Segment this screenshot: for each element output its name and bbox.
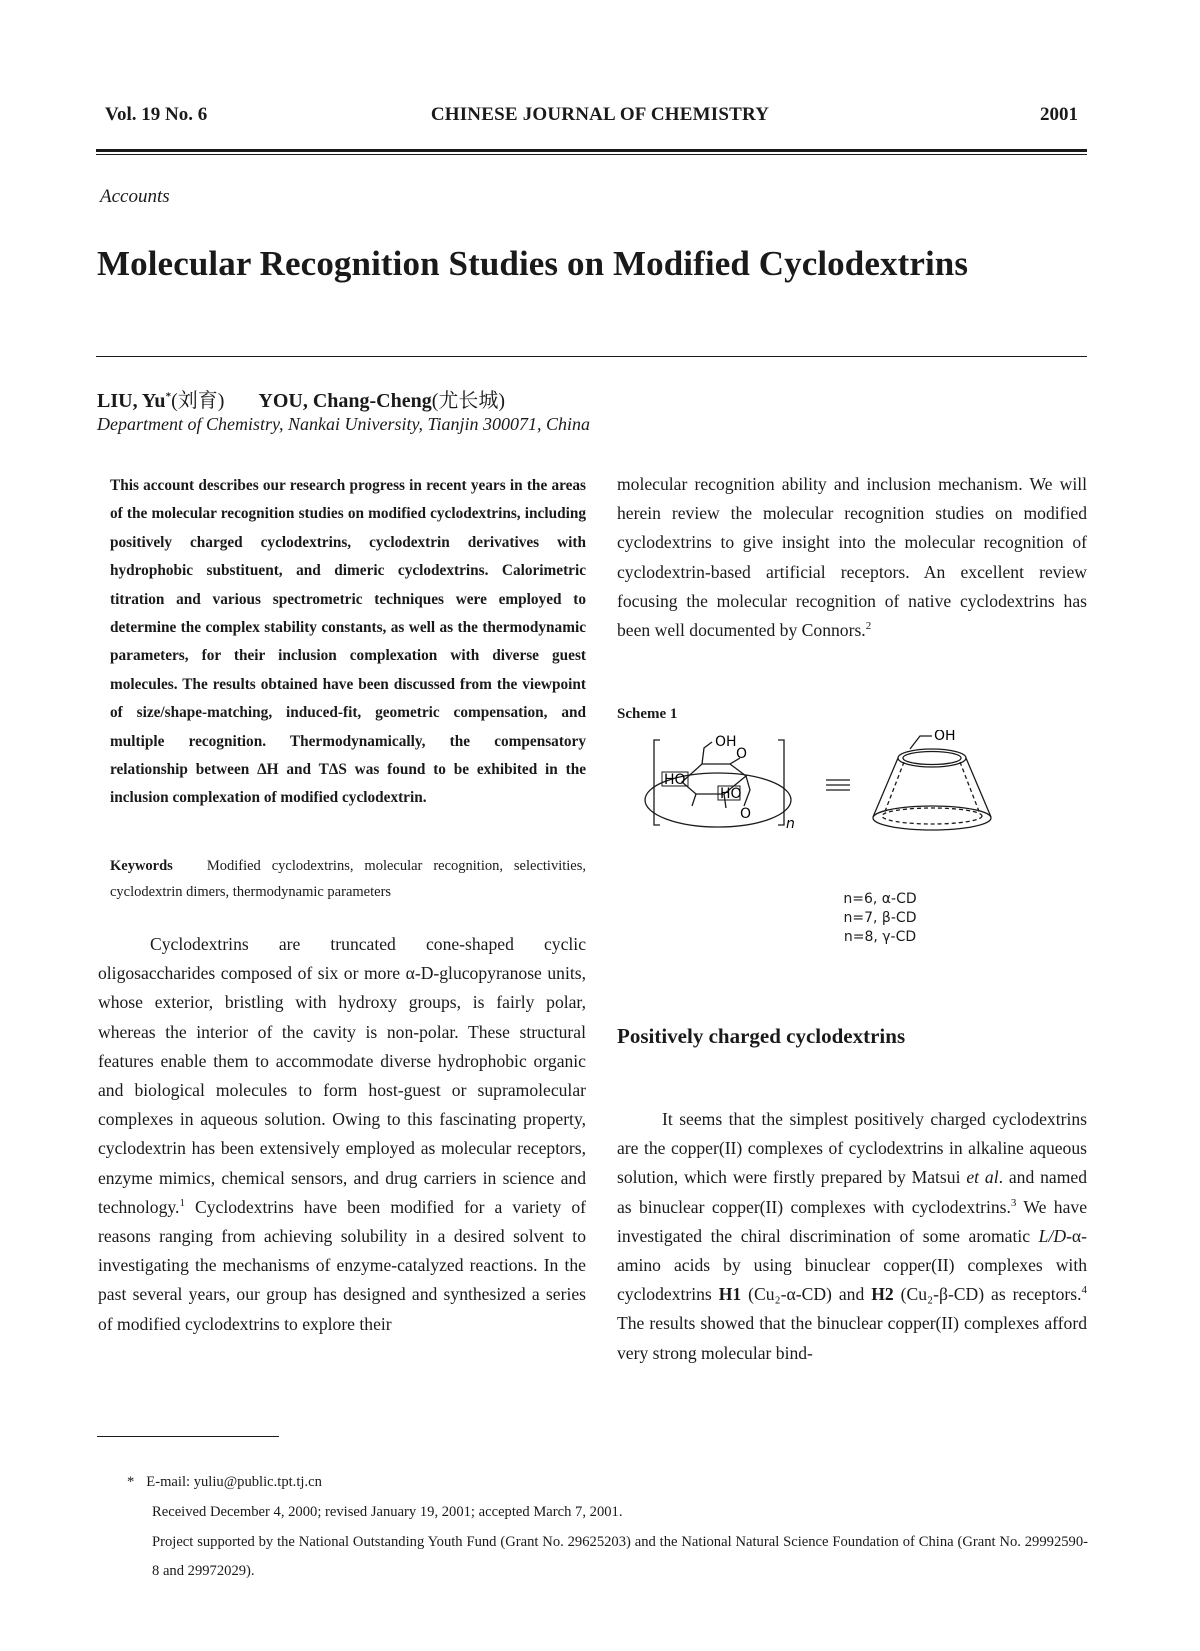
bracket-left — [654, 740, 660, 825]
ho-label-2: HO — [720, 786, 742, 802]
footnote-email — [127, 1468, 322, 1497]
ref-2: 2 — [865, 620, 872, 633]
repeat-n-label: n — [786, 816, 795, 832]
compound-h2: H2 — [871, 1284, 894, 1305]
section-text-6: (Cu₂-β-CD) as receptors. — [893, 1284, 1082, 1305]
article-title: Molecular Recognition Studies on Modified Cyclodextrins — [97, 244, 969, 283]
title-rule — [96, 356, 1087, 357]
header-volume: Vol. 19 No. 6 — [105, 104, 208, 125]
header-journal: CHINESE JOURNAL OF CHEMISTRY — [430, 104, 770, 125]
ring-oxygen-label: O — [736, 746, 748, 762]
section-text-5: (Cu₂-α-CD) and — [741, 1284, 872, 1305]
ld-italic: L/D — [1038, 1225, 1067, 1246]
cone-oh-label: OH — [934, 730, 956, 744]
intro-continued-text: molecular recognition ability and inclusion mechanism. We will herein review the molecular recognition studies on modified cyclodextrins to give insight into the molecular recognition of cyclodextrin-based artificial receptors. An excellent review focusing the molecular recognition of native cyclodextrins has been well documented by Connors. — [617, 474, 1087, 641]
compound-h1: H1 — [718, 1284, 742, 1305]
body-right-top — [617, 470, 1087, 645]
keywords-text: Modified cyclodextrins, molecular recognition, selectivities, cyclodextrin dimers, thermodynamic parameters — [110, 858, 586, 900]
body-right-section — [617, 1105, 1087, 1368]
affiliation: Department of Chemistry, Nankai University, Tianjin 300071, China — [97, 414, 590, 434]
legend-gamma-cd: n=8, γ-CD — [843, 929, 917, 945]
keywords-label: Keywords — [110, 858, 173, 874]
oh-primary-label: OH — [715, 734, 737, 750]
scheme-n-legend — [820, 890, 940, 947]
legend-beta-cd: n=7, β-CD — [843, 910, 917, 926]
legend-alpha-cd: n=6, α-CD — [843, 891, 917, 907]
footnote-project: Project supported by the National Outstanding Youth Fund (Grant No. 29625203) and the National Natural Science Foundation of China (Grant No. 29992590-8 and 29972029). — [152, 1534, 1088, 1579]
cone-oh-bond — [910, 736, 932, 749]
section-paragraph — [617, 1105, 1087, 1368]
section-heading: Positively charged cyclodextrins — [617, 1024, 906, 1048]
ho-label-1: HO — [664, 772, 686, 788]
ref-3: 3 — [1010, 1196, 1017, 1209]
author-2-chinese: (尤长城) — [431, 390, 506, 412]
et-al: et al — [966, 1167, 999, 1188]
header-year: 2001 — [1040, 104, 1078, 125]
ref-1: 1 — [179, 1196, 185, 1209]
intro-continued — [617, 470, 1087, 645]
scheme-label: Scheme 1 — [617, 706, 678, 722]
ch2oh-bond — [702, 742, 712, 764]
intro-text-2: Cyclodextrins have been modified for a variety of reasons ranging from achieving solubility in a desired solvent to investigating the mechanisms of enzyme-catalyzed reactions. In the past several years, our group has designed and synthesized a series of modified cyclodextrins to explore their — [98, 1196, 586, 1334]
section-label: Accounts — [100, 186, 170, 207]
header-rule — [96, 149, 1087, 152]
author-2-name: YOU, Chang-Cheng — [258, 390, 432, 412]
glycosidic-oxygen-label: O — [740, 806, 752, 822]
ref-4: 4 — [1081, 1284, 1088, 1297]
footnote-received: Received December 4, 2000; revised January 19, 2001; accepted March 7, 2001. — [152, 1504, 623, 1520]
footnote-rule — [97, 1436, 279, 1437]
scheme-1-figure — [640, 730, 1060, 910]
section-text-3: We have investigated the chiral discrimination of some aromatic — [617, 1196, 1087, 1246]
section-text-1: It seems that the simplest positively charged cyclodextrins are the copper(II) complexes of cyclodextrins in alkaline aqueous solution, which were firstly prepared by Matsui — [617, 1109, 1087, 1188]
abstract: This account describes our research progress in recent years in the areas of the molecular recognition studies on modified cyclodextrins, including positively charged cyclodextrins, cyclodextrin derivatives with hydrophobic substituent, and dimeric cyclodextrins. Calorimetric titration and various spectrometric techniques were employed to determine the complex stability constants, as well as the thermodynamic parameters, for their inclusion complexation with diverse guest molecules. The results obtained have been discussed from the viewpoint of size/shape-matching, induced-fit, geometric compensation, and multiple recognition. Thermodynamically, the compensatory relationship between ΔH and TΔS was found to be exhibited in the inclusion complexation of modified cyclodextrin. — [110, 477, 586, 807]
keywords — [110, 853, 586, 905]
section-text-7: The results showed that the binuclear copper(II) complexes afford very strong molecular bind- — [617, 1313, 1087, 1363]
email-text: E-mail: yuliu@public.tpt.tj.cn — [146, 1474, 322, 1490]
cone-bottom-rim — [873, 806, 991, 830]
section-text-2: . and named as binuclear copper(II) complexes with cyclodextrins. — [617, 1167, 1088, 1217]
intro-text-1: Cyclodextrins are truncated cone-shaped cyclic oligosaccharides composed of six or more α-D-glucopyranose units, whose exterior, bristling with hydroxy groups, is fairly polar, whereas the interior of the cavity is non-polar. These structural features enable them to accommodate diverse hydrophobic organic and biological molecules to form host-guest or supramolecular complexes in aqueous solution. Owing to this fascinating property, cyclodextrin has been extensively employed as molecular receptors, enzyme mimics, chemical sensors, and drug carriers in science and technology. — [98, 934, 586, 1217]
body-left-column — [98, 930, 586, 1339]
author-1-chinese: (刘育) — [171, 390, 225, 412]
author-1-name: LIU, Yu — [97, 390, 166, 412]
intro-paragraph — [98, 930, 586, 1339]
section-text-4: -α-amino acids by using binuclear copper(II) complexes with cyclodextrins — [617, 1225, 1087, 1305]
corresponding-mark: * — [165, 390, 172, 403]
header-rule-thin — [96, 154, 1087, 155]
author-line — [97, 384, 505, 413]
footnote-star: * — [127, 1474, 135, 1490]
